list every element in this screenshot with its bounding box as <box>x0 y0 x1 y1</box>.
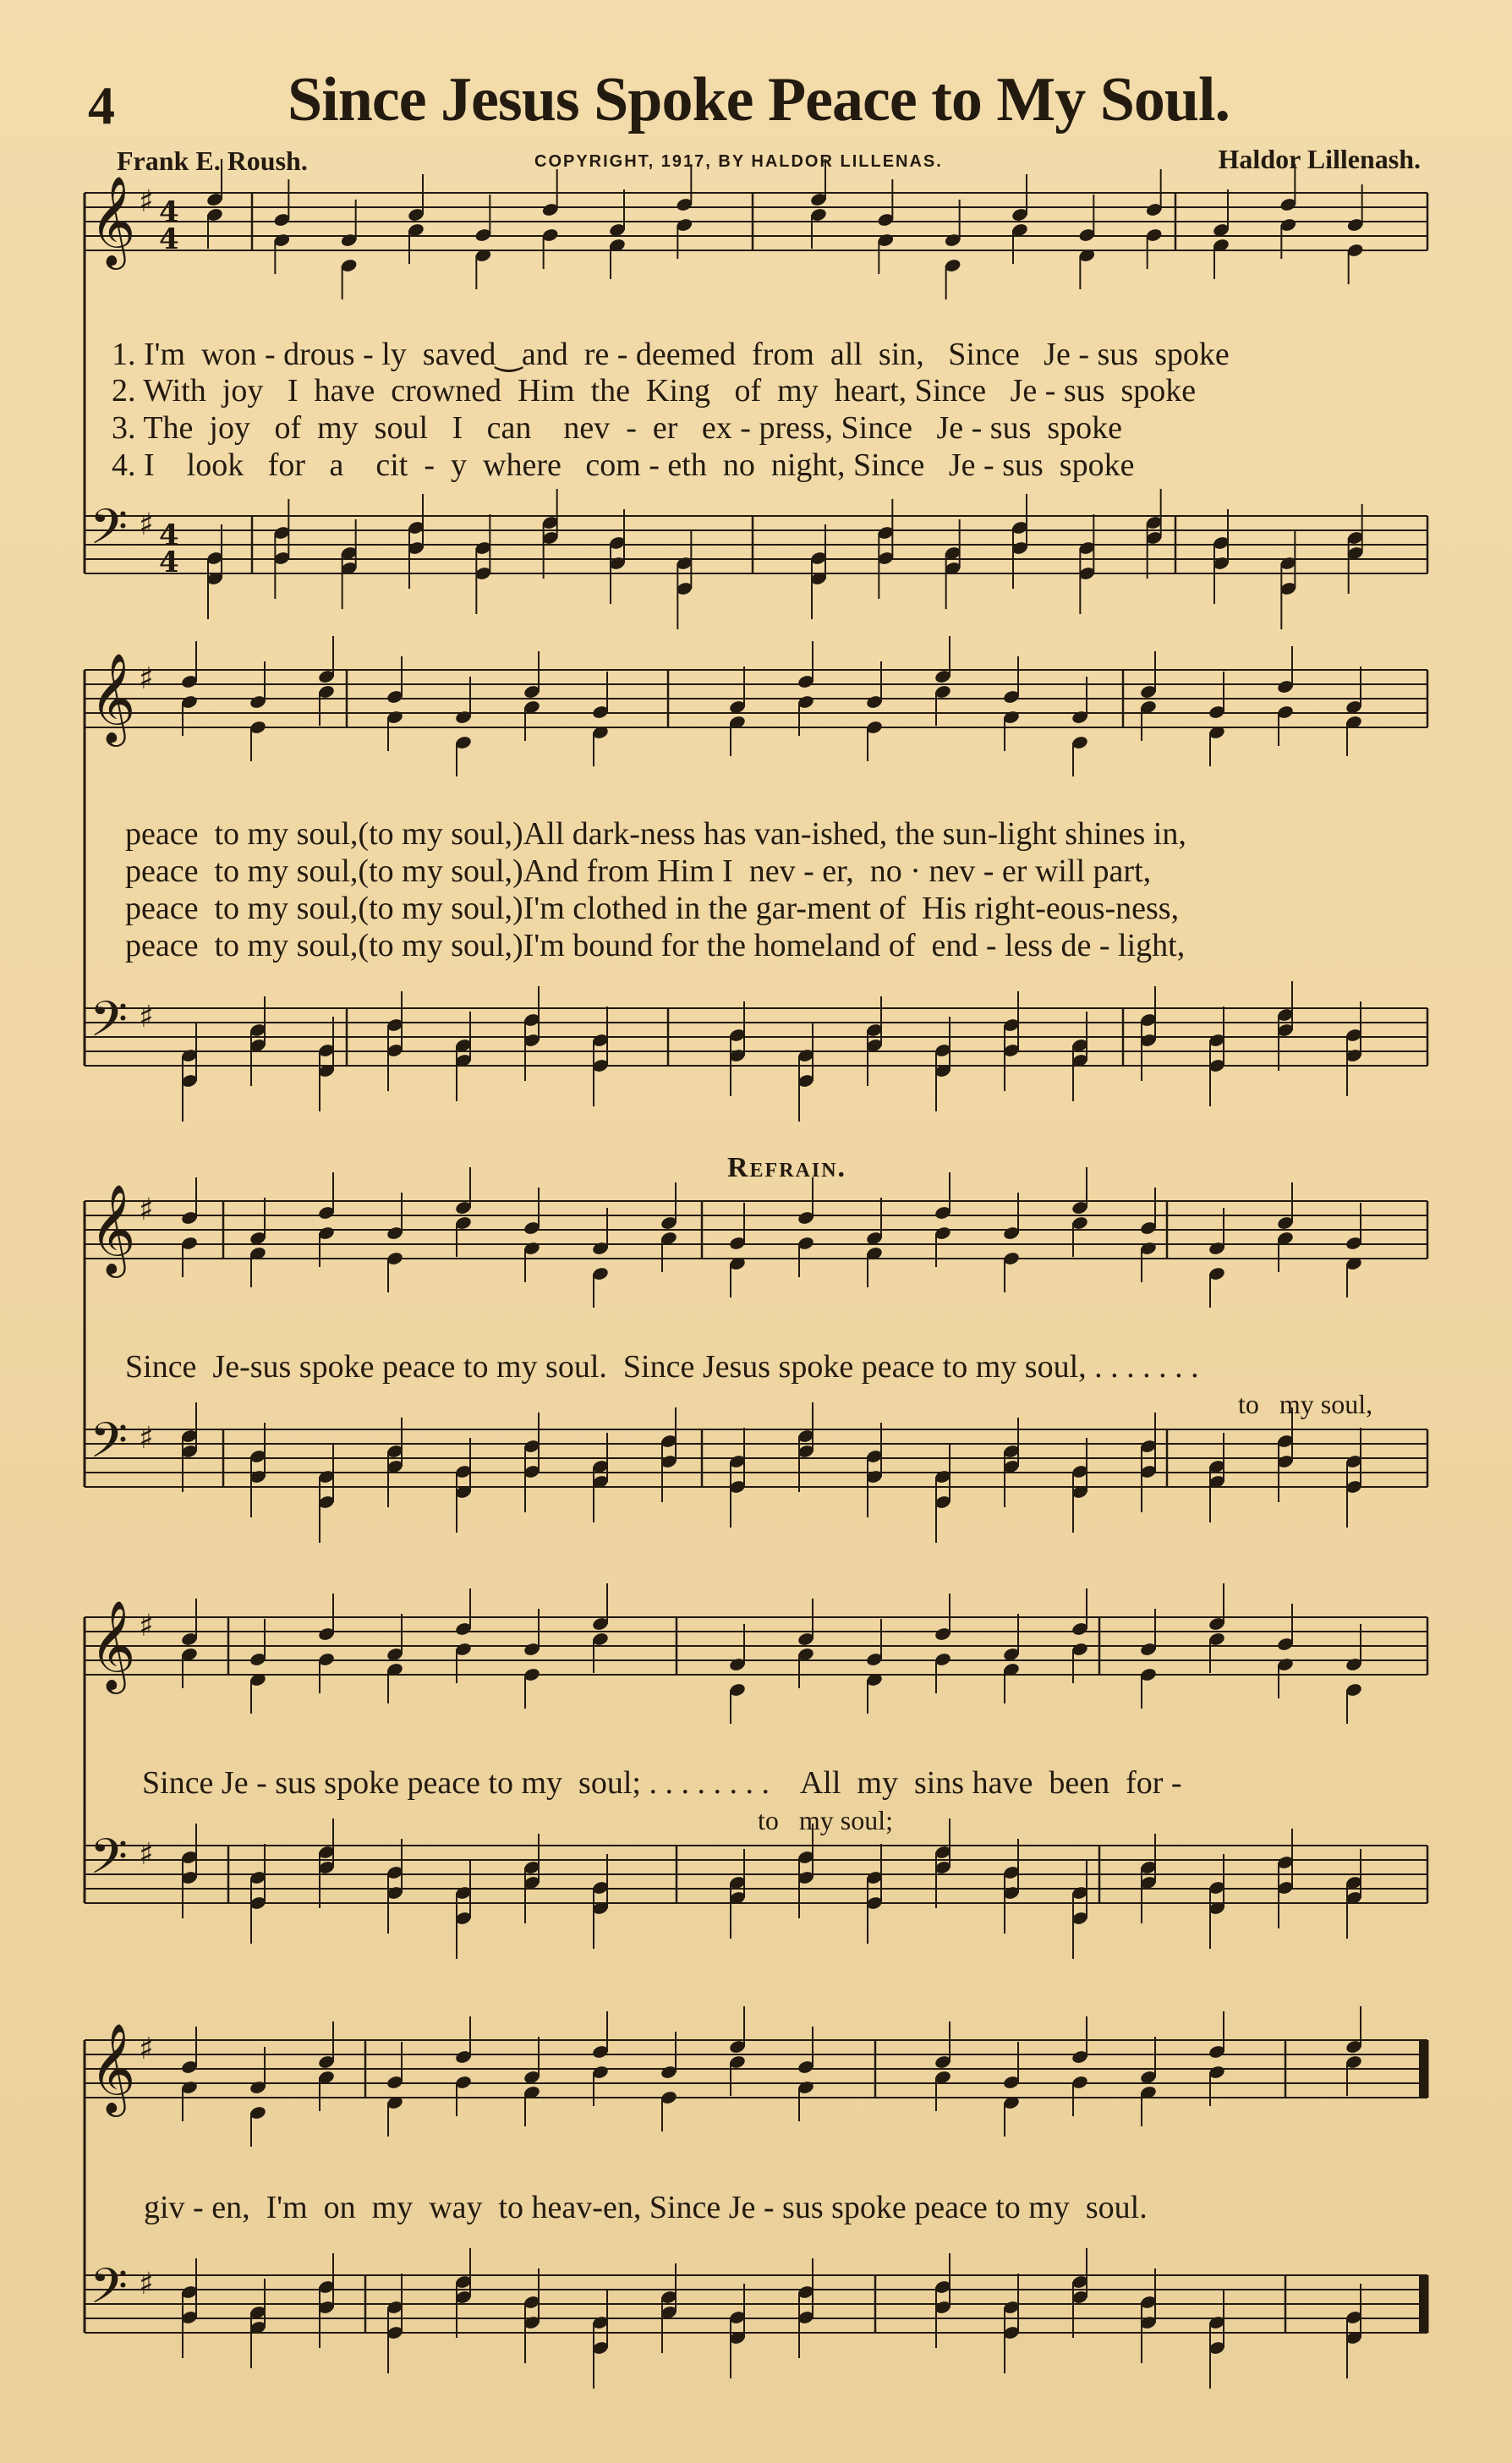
verse-4-line-2: peace to my soul,(to my soul,)I'm bound for the homeland of end - less de - light, <box>125 928 1186 963</box>
key-signature-sharp: ♯ <box>139 2267 154 2301</box>
verse-4-line-1: 4. I look for a cit - y where com - eth no night, Since Je - sus spoke <box>112 447 1135 483</box>
bass-clef: 𝄢 <box>90 1412 129 1481</box>
bass-clef: 𝄢 <box>90 2257 129 2327</box>
verse-2-line-1: 2. With joy I have crowned Him the King of my heart, Since Je - sus spoke <box>112 373 1197 409</box>
verse-3-line-2: peace to my soul,(to my soul,)I'm clothed in the gar-ment of His right-eous-ness, <box>125 891 1180 926</box>
key-signature-sharp: ♯ <box>139 1000 154 1034</box>
bass-clef: 𝄢 <box>90 498 129 568</box>
final-barline <box>1419 2275 1427 2333</box>
verse-1-line-2: peace to my soul,(to my soul,)All dark-ness has van-ished, the sun-light shines in, <box>125 816 1186 852</box>
key-signature-sharp: ♯ <box>139 2032 154 2066</box>
treble-clef: 𝄞 <box>90 1599 136 1690</box>
key-signature-sharp: ♯ <box>139 1837 154 1872</box>
author-credit: Frank E. Roush. <box>117 145 308 176</box>
time-signature-top: 4 <box>159 518 179 552</box>
refrain-line-1-echo: to my soul, <box>1238 1389 1373 1419</box>
hymn-title: Since Jesus Spoke Peace to My Soul. <box>288 65 1230 134</box>
key-signature-sharp: ♯ <box>139 184 154 219</box>
verse-1-line-1: 1. I'm won - drous - ly saved‿and re - deemed from all sin, Since Je - sus spoke <box>112 337 1230 372</box>
time-signature-top: 4 <box>159 195 179 229</box>
time-signature-bottom: 4 <box>159 546 179 579</box>
time-signature-bottom: 4 <box>159 222 179 256</box>
refrain-line-2-echo: to my soul; <box>758 1805 894 1835</box>
treble-clef: 𝄞 <box>90 652 136 743</box>
refrain-line-2: Since Je - sus spoke peace to my soul; . . . . . . . . All my sins have been for - <box>142 1765 1182 1801</box>
bass-clef: 𝄢 <box>90 1828 129 1897</box>
key-signature-sharp: ♯ <box>139 507 154 542</box>
treble-clef: 𝄞 <box>90 1183 136 1274</box>
copyright-line: COPYRIGHT, 1917, BY HALDOR LILLENAS. <box>534 152 943 171</box>
key-signature-sharp: ♯ <box>139 1421 154 1456</box>
refrain-line-1: Since Je-sus spoke peace to my soul. Since Jesus spoke peace to my soul, . . . . . . . <box>125 1349 1199 1385</box>
composer-credit: Haldor Lillenash. <box>1218 144 1421 174</box>
key-signature-sharp: ♯ <box>139 661 154 696</box>
bass-clef: 𝄢 <box>90 990 129 1060</box>
hymn-number: 4 <box>88 75 115 135</box>
refrain-line-3: giv - en, I'm on my way to heav-en, Since Je - sus spoke peace to my soul. <box>144 2190 1148 2225</box>
refrain-label: Refrain. <box>727 1152 847 1183</box>
treble-clef: 𝄞 <box>90 175 136 266</box>
key-signature-sharp: ♯ <box>139 1609 154 1643</box>
final-barline <box>1419 2040 1427 2098</box>
verse-3-line-1: 3. The joy of my soul I can nev - er ex - press, Since Je - sus spoke <box>112 410 1123 446</box>
key-signature-sharp: ♯ <box>139 1193 154 1227</box>
treble-clef: 𝄞 <box>90 2022 136 2113</box>
verse-2-line-2: peace to my soul,(to my soul,)And from Him I nev - er, no · nev - er will part, <box>125 853 1152 889</box>
